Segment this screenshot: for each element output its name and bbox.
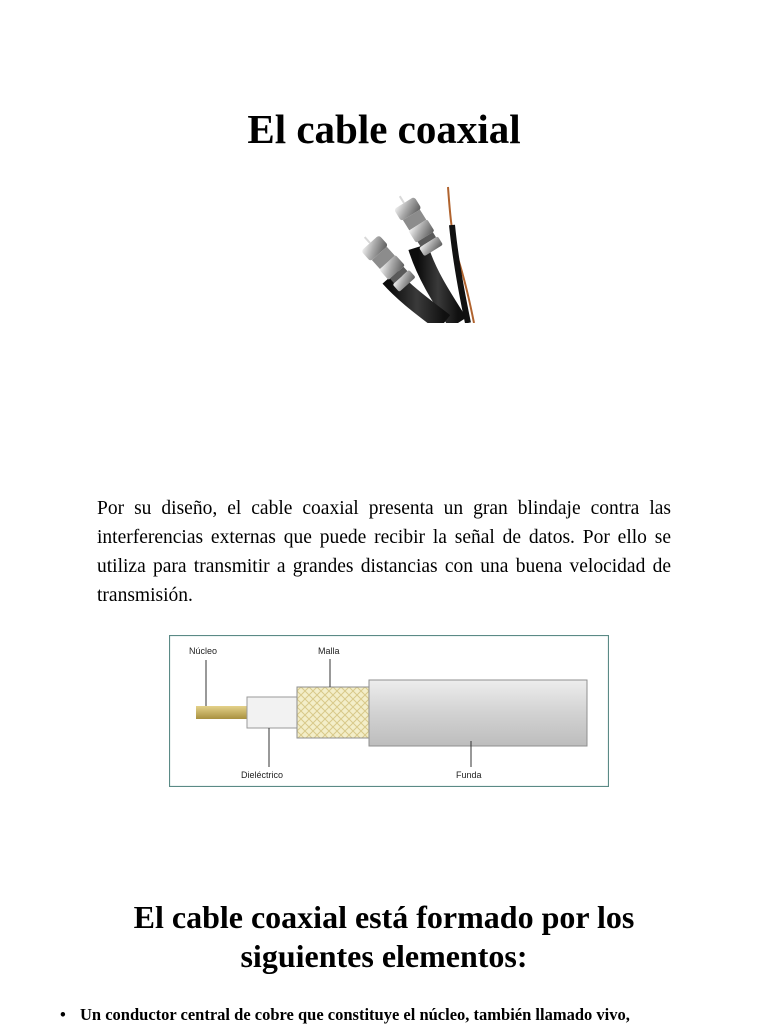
jacket-shape xyxy=(369,680,587,746)
coaxial-cable-photo xyxy=(340,185,478,323)
label-dielectric: Dieléctrico xyxy=(241,770,284,780)
coaxial-cable-diagram xyxy=(169,635,609,787)
label-mesh: Malla xyxy=(318,646,340,656)
core-shape xyxy=(196,706,248,719)
label-core: Núcleo xyxy=(189,646,218,656)
label-jacket: Funda xyxy=(456,770,482,780)
mesh-shape xyxy=(297,687,369,738)
section-heading xyxy=(0,898,768,976)
elements-list xyxy=(60,1003,720,1027)
list-item-text: Un conductor central de cobre que constituye el núcleo, también llamado vivo, xyxy=(80,1005,630,1024)
page-title: El cable coaxial xyxy=(247,106,521,152)
description-paragraph: Por su diseño, el cable coaxial presenta un gran blindaje contra las interferencias externas que puede recibir la señal de datos. Por ello se utiliza para transmitir a grandes distancias con una buena velocidad de transmisión. xyxy=(97,498,671,606)
section-heading-line-2: siguientes elementos: xyxy=(240,938,528,974)
section-heading-line-1: El cable coaxial está formado por los xyxy=(133,899,635,935)
dielectric-shape xyxy=(247,697,299,728)
bullet-icon: • xyxy=(60,1005,66,1024)
list-item xyxy=(60,1003,720,1027)
